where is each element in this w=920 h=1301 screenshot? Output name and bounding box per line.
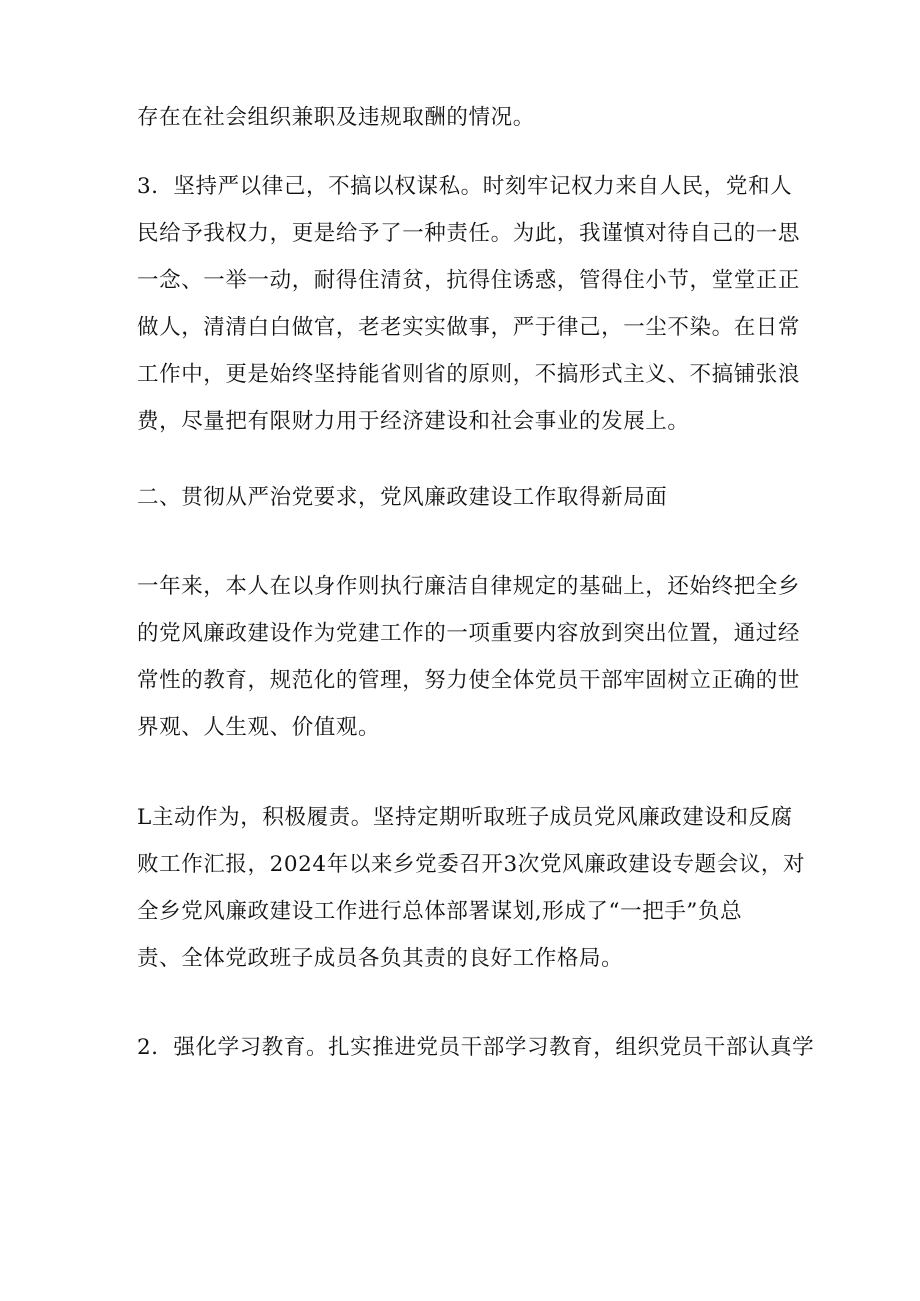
paragraph-3-line-2: 败工作汇报，2024年以来乡党委召开3次党风廉政建设专题会议，对 [137, 852, 806, 877]
paragraph-1-line-1: 3．坚持严以律己，不搞以权谋私。时刻牢记权力来自人民，党和人 [137, 174, 793, 199]
section-heading-2: 二、贯彻从严治党要求，党风廉政建设工作取得新局面 [137, 485, 668, 510]
paragraph-3-line-1: L主动作为，积极履责。坚持定期听取班子成员党风廉政建设和反腐 [137, 805, 793, 830]
paragraph-1-line-3: 一念、一举一动，耐得住清贫，抗得住诱惑，管得住小节，堂堂正正 [137, 268, 801, 293]
paragraph-3-line-4: 责、全体党政班子成员各负其责的良好工作格局。 [137, 946, 624, 971]
paragraph-1-line-2: 民给予我权力，更是给予了一种责任。为此，我谨慎对待自己的一思 [137, 221, 801, 246]
paragraph-2-line-2: 的党风廉政建设作为党建工作的一项重要内容放到突出位置，通过经 [137, 621, 801, 646]
paragraph-4-line-1: 2．强化学习教育。扎实推进党员干部学习教育，组织党员干部认真学 [137, 1035, 815, 1060]
paragraph-1-line-4: 做人，清清白白做官，老老实实做事，严于律己，一尘不染。在日常 [137, 315, 801, 340]
paragraph-1-line-5: 工作中，更是始终坚持能省则省的原则，不搞形式主义、不搞铺张浪 [137, 362, 801, 387]
paragraph-2-line-4: 界观、人生观、价值观。 [137, 715, 381, 740]
paragraph-3-line-3: 全乡党风廉政建设工作进行总体部署谋划,形成了“一把手”负总 [137, 899, 743, 924]
paragraph-1-line-6: 费，尽量把有限财力用于经济建设和社会事业的发展上。 [137, 409, 690, 434]
paragraph-2-line-1: 一年来，本人在以身作则执行廉洁自律规定的基础上，还始终把全乡 [137, 574, 801, 599]
paragraph-0-line-1: 存在在社会组织兼职及违规取酬的情况。 [137, 105, 535, 130]
paragraph-2-line-3: 常性的教育，规范化的管理，努力使全体党员干部牢固树立正确的世 [137, 668, 801, 693]
